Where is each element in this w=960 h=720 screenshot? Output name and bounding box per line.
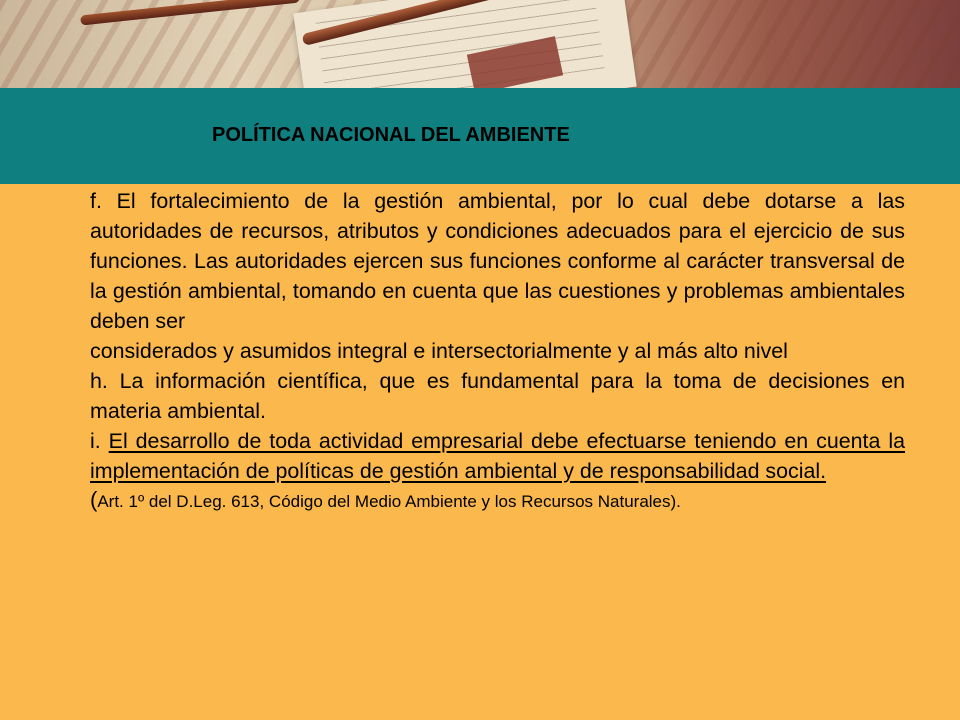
header-photo [0,0,960,88]
citation [90,486,905,515]
paragraph-i-underlined: El desarrollo de toda actividad empresarial debe efectuarse teniendo en cuenta la implementación de políticas de gestión ambiental y de responsabilidad social. [90,429,905,483]
citation-open-paren: ( [90,487,98,512]
paragraph-f: f. El fortalecimiento de la gestión ambiental, por lo cual debe dotarse a las autoridades de recursos, atributos y condiciones adecuados para el ejercicio de sus funciones. Las autoridades ejercen sus funciones conforme al carácter transversal de la gestión ambiental, tomando en cuenta que las cuestiones y problemas ambientales deben ser [90,189,905,333]
citation-text: Art. 1º del D.Leg. 613, Código del Medio Ambiente y los Recursos Naturales). [97,492,681,511]
slide-body [90,186,905,515]
paragraph-i [90,426,905,486]
slide-title: POLÍTICA NACIONAL DEL AMBIENTE [212,124,570,146]
paragraph-h: h. La información científica, que es fundamental para la toma de decisiones en materia ambiental. [90,369,905,423]
paragraph-f-continuation: considerados y asumidos integral e intersectorialmente y al más alto nivel [90,339,788,363]
pen-image [80,0,300,25]
paragraph-i-prefix: i. [90,429,109,453]
